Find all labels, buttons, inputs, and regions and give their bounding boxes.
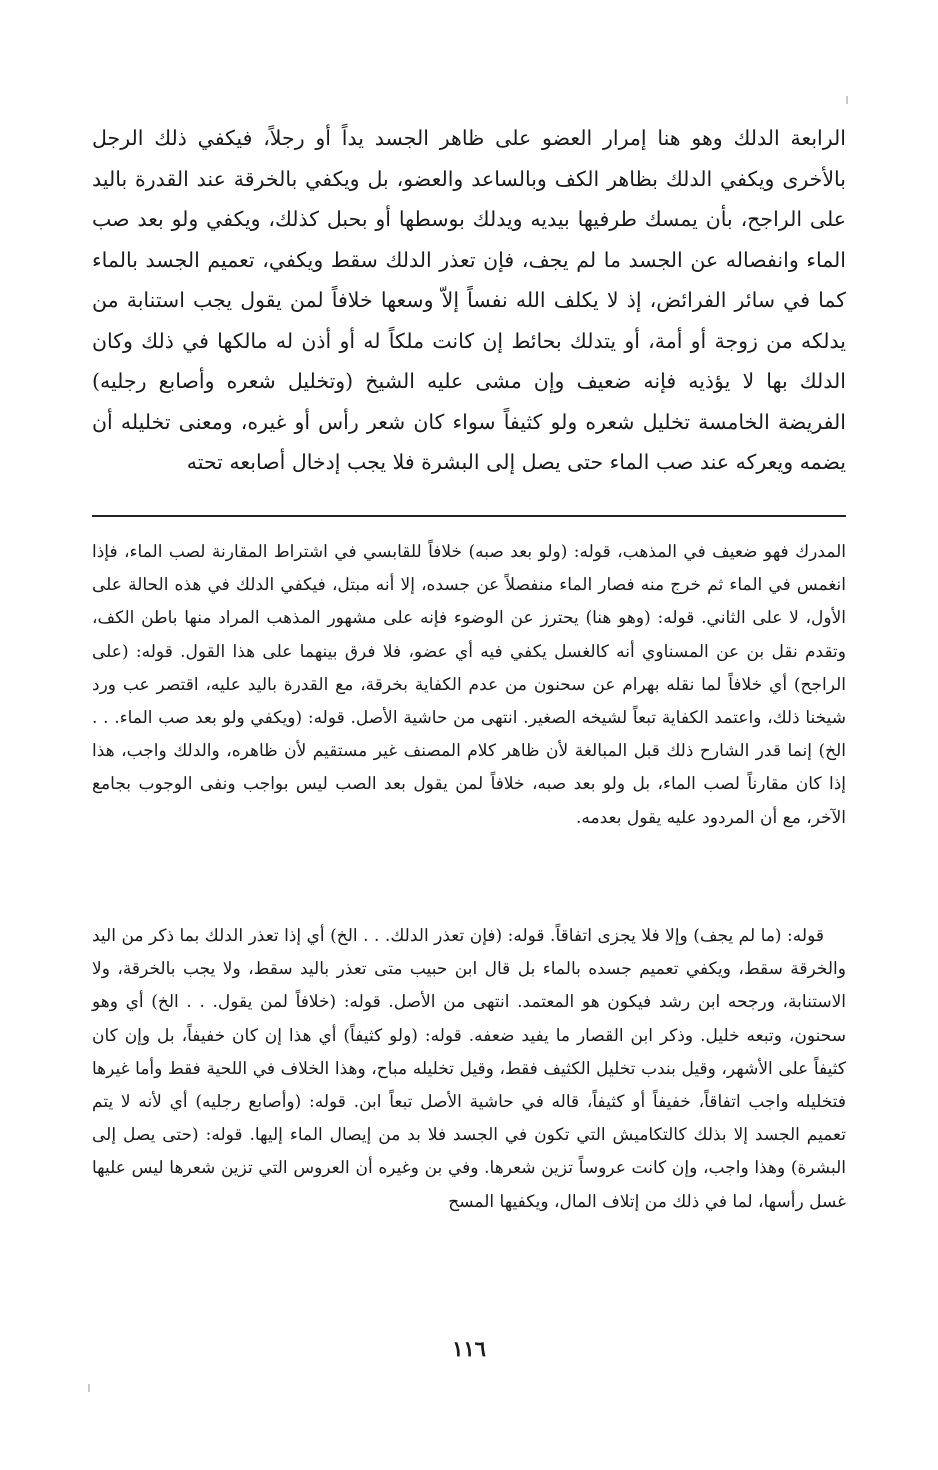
main-text-paragraph: الرابعة الدلك وهو هنا إمرار العضو على ظاهر الجسد يداً أو رجلاً، فيكفي ذلك الرجل بالأخرى ويكفي الدلك بظاهر الكف وبالساعد والعضو، بل ويكفي بالخرقة عند القدرة باليد على الراجح، بأن يمسك طرفيها بيديه ويدلك بوسطها أو بحبل كذلك، ويكفي ولو بعد صب الماء وانفصاله عن الجسد ما لم يجف، فإن تعذر الدلك سقط ويكفي، تعميم الجسد بالماء كما في سائر الفرائض، إذ لا يكلف الله نفساً إلاّ وسعها خلافاً لمن يقول يجب استنابة من يدلكه من زوجة أو أمة، أو يتدلك بحائط إن كانت ملكاً له أو أذن له مالكها في ذلك وكان الدلك بها لا يؤذيه فإنه ضعيف وإن مشى عليه الشيخ (وتخليل شعره وأصابع رجليه) الفريضة الخامسة تخليل شعره ولو كثيفاً سواء كان شعر رأس أو غيره، ومعنى تخليله أن يضمه ويعركه عند صب الماء حتى يصل إلى البشرة فلا يجب إدخال أصابعه تحته (92, 126, 846, 474)
footnote-divider (92, 515, 846, 517)
page-number: ١١٦ (452, 1336, 486, 1361)
scan-speck (88, 1384, 90, 1392)
footnotes-section (92, 536, 846, 1212)
scan-speck (846, 96, 848, 104)
footnote-paragraph: المدرك فهو ضعيف في المذهب، قوله: (ولو بعد صبه) خلافاً للقابسي في اشتراط المقارنة لصب الماء، فإذا انغمس في الماء ثم خرج منه فصار الماء منفصلاً عن جسده، إلا أنه مبتل، فيكفي الدلك في هذه الحالة على الأول، لا على الثاني. قوله: (وهو هنا) يحترز عن الوضوء فإنه على مشهور المذهب المراد منها باطن الكف، وتقدم نقل بن عن المسناوي أنه كالغسل يكفي فيه أي عضو، فلا فرق بينهما على هذا القول. قوله: (على الراجح) أي خلافاً لما نقله بهرام عن سحنون من عدم الكفاية بخرقة، مع القدرة باليد عليه، اقتصر عب ورد شيخنا ذلك، واعتمد الكفاية تبعاً لشيخه الصغير. انتهى من حاشية الأصل. قوله: (ويكفي ولو بعد صب الماء. . . الخ) إنما قدر الشارح ذلك قبل المبالغة لأن ظاهر كلام المصنف غير مستقيم لأن ظاهره، والدلك واجب، هذا إذا كان مقارناً لصب الماء، بل ولو بعد صبه، خلافاً لمن يقول بعد الصب ليس بواجب ونفى الوجوب بجامع الآخر، مع أن المردود عليه يقول بعدمه. (92, 542, 846, 828)
footnote-paragraph: قوله: (ما لم يجف) وإلا فلا يجزى اتفاقاً. قوله: (فإن تعذر الدلك. . . الخ) أي إذا تعذر الدلك بما ذكر من اليد والخرقة سقط، ويكفي تعميم جسده بالماء بل قال ابن حبيب متى تعذر باليد سقط، ولا يجب بالخرقة، ولا الاستنابة، ورجحه ابن رشد فيكون هو المعتمد. انتهى من الأصل. قوله: (خلافاً لمن يقول. . . الخ) أي وهو سحنون، وتبعه خليل. وذكر ابن القصار ما يفيد ضعفه. قوله: (ولو كثيفاً) أي هذا إن كان خفيفاً، بل وإن كان كثيفاً على الأشهر، وقيل بندب تخليل الكثيف فقط، وقيل تخليله مباح، وهذا الخلاف في اللحية فقط وأما غيرها فتخليله واجب اتفاقاً، خفيفاً أو كثيفاً، قاله في حاشية الأصل تبعاً ابن. قوله: (وأصابع رجليه) أي لأنه لا يتم تعميم الجسد إلا بذلك كالتكاميش التي تكون في الجسد فلا بد من إيصال الماء إليها. قوله: (حتى يصل إلى البشرة) وهذا واجب، وإن كانت عروساً تزين شعرها. وفي بن وغيره أن العروس التي تزين شعرها ليس عليها غسل رأسها، لما في ذلك من إتلاف المال، ويكفيها المسح (92, 926, 846, 1212)
